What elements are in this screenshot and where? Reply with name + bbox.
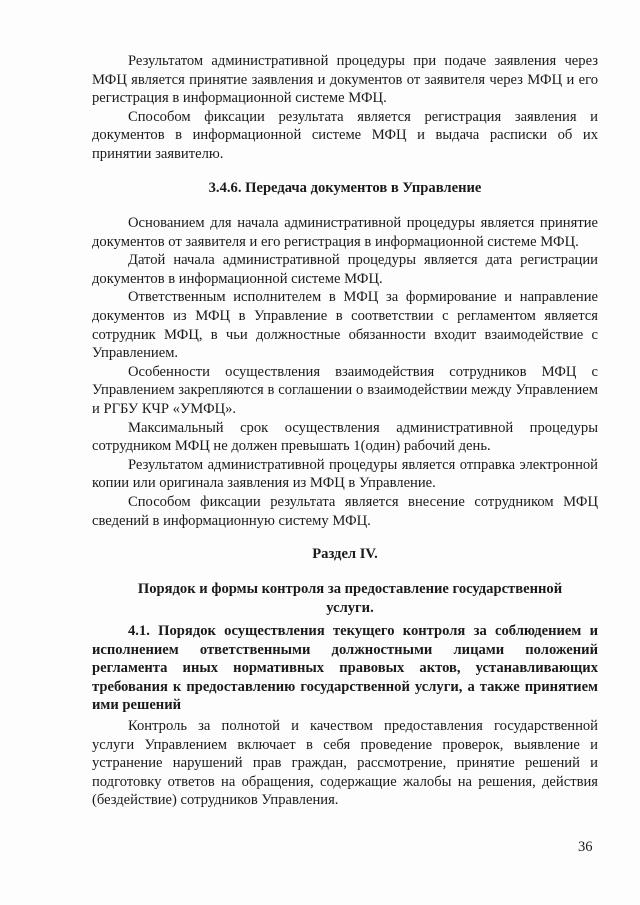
paragraph: Результатом административной процедуры является отправка электронной копии или оригинала заявления из МФЦ в Управление. bbox=[92, 456, 598, 492]
paragraph: Ответственным исполнителем в МФЦ за формирование и направление документов из МФЦ в Управление в соответствии с регламентом является сотрудник МФЦ, в чьи должностные обязанности входит взаимодействие с Управлением. bbox=[92, 289, 598, 362]
part-title: Раздел IV. bbox=[312, 546, 378, 562]
paragraph: Особенности осуществления взаимодействия сотрудников МФЦ с Управлением закрепляются в соглашении о взаимодействии между Управлением и РГБУ КЧР «УМФЦ». bbox=[92, 363, 598, 417]
paragraph: Способом фиксации результата является внесение сотрудником МФЦ сведений в информационную систему МФЦ. bbox=[92, 493, 598, 529]
paragraph: Максимальный срок осуществления административной процедуры сотрудником МФЦ не должен превышать 1(один) рабочий день. bbox=[92, 419, 598, 455]
paragraph: Основанием для начала административной процедуры является принятие документов от заявителя и его регистрация в информационной системе МФЦ. bbox=[92, 215, 598, 250]
paragraph: Контроль за полнотой и качеством предоставления государственной услуги Управлением включает в себя проведение проверок, выявление и устранение нарушений прав граждан, рассмотрение, принятие решений и подготовку ответов на обращения, содержащие жалобы на решения, действия (бездействие) сотрудников Управления. bbox=[92, 717, 598, 809]
paragraph: Датой начала административной процедуры является дата регистрации документов в информационной системе МФЦ. bbox=[92, 252, 598, 287]
part-subtitle: Порядок и формы контроля за предоставление государственной услуги. bbox=[137, 581, 563, 616]
page-number: 36 bbox=[578, 839, 593, 855]
section-heading-3-4-6: 3.4.6. Передача документов в Управление bbox=[208, 180, 482, 196]
intro-paragraphs bbox=[92, 52, 598, 164]
section-3-4-6-body bbox=[92, 214, 598, 530]
paragraph: Результатом административной процедуры при подаче заявления через МФЦ является принятие заявления и документов от заявителя через МФЦ и его регистрация в информационной системе МФЦ. bbox=[92, 53, 598, 107]
subsection-4-1 bbox=[92, 622, 598, 810]
paragraph: Способом фиксации результата является регистрация заявления и документов в информационной системе МФЦ и выдача расписки об их принятии заявителю. bbox=[92, 108, 598, 162]
subsection-heading-4-1: 4.1. Порядок осуществления текущего контроля за соблюдением и исполнением ответственными должностными лицами положений регламента иных нормативных правовых актов, устанавливающих требования к предоставлению государственной услуги, а также принятием ими решений bbox=[92, 623, 598, 714]
